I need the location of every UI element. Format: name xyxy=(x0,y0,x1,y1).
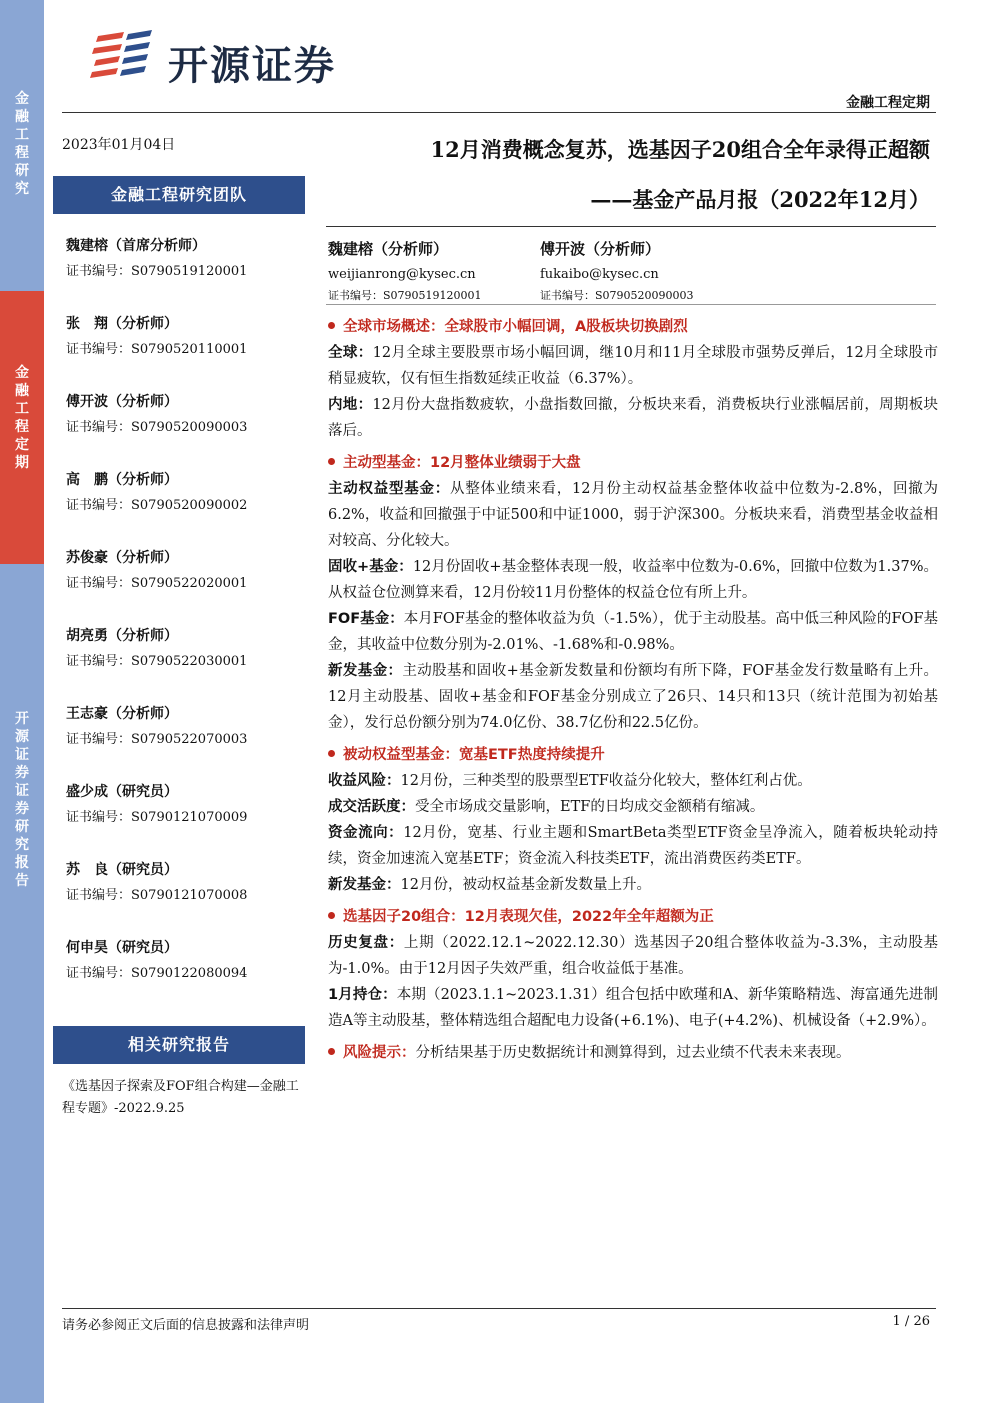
paragraph xyxy=(328,794,938,820)
risk-lead: 风险提示： xyxy=(343,1045,416,1061)
paragraph-text: 12月份，被动权益基金新发数量上升。 xyxy=(400,877,651,893)
team-member xyxy=(66,548,306,594)
team-member-name: 盛少成（研究员） xyxy=(66,784,178,800)
team-member xyxy=(66,860,306,906)
team-member-cert: 证书编号：S0790122080094 xyxy=(66,966,248,981)
paragraph-text: 本期（2023.1.1~2023.1.31）组合包括中欧瑾和A、新华策略精选、海富通先进制造A等主动股基，整体精选组合超配电力设备(+6.1%)、电子(+4.2%)、机械设备（+2.9%）。 xyxy=(328,987,938,1029)
paragraph-lead: 资金流向： xyxy=(328,825,404,841)
paragraph xyxy=(328,820,938,872)
paragraph-lead: FOF基金： xyxy=(328,611,404,627)
related-report-link[interactable]: 《选基因子探索及FOF组合构建—金融工程专题》-2022.9.25 xyxy=(62,1079,299,1116)
team-member-name: 张 翔（分析师） xyxy=(66,316,178,332)
paragraph-text: 主动股基和固收+基金新发数量和份额均有所下降，FOF基金发行数量略有上升。12月主动股基、固收+基金和FOF基金分别成立了26只、14只和13只（统计范围为初始基金），发行总份额分别为74.0亿份、38.7亿份和22.5亿份。 xyxy=(328,663,939,731)
team-member-cert: 证书编号：S0790520090002 xyxy=(66,498,248,513)
paragraph-text: 12月份，三种类型的股票型ETF收益分化较大，整体红利占优。 xyxy=(400,773,812,789)
paragraph xyxy=(328,606,938,658)
section-heading-text: 被动权益型基金：宽基ETF热度持续提升 xyxy=(343,747,605,763)
analyst-email[interactable]: weijianrong@kysec.cn xyxy=(328,267,476,282)
report-summary xyxy=(328,314,938,1066)
team-member-cert: 证书编号：S0790522020001 xyxy=(66,576,248,591)
analyst-name: 魏建榕（分析师） xyxy=(328,240,449,258)
paragraph-lead: 1月持仓： xyxy=(328,987,397,1003)
paragraph xyxy=(328,658,938,736)
team-member-name: 苏俊豪（分析师） xyxy=(66,550,178,566)
paragraph xyxy=(328,982,938,1034)
paragraph-lead: 新发基金： xyxy=(328,663,403,679)
team-member-name: 苏 良（研究员） xyxy=(66,862,178,878)
report-date: 2023年01月04日 xyxy=(62,137,176,153)
team-member-cert: 证书编号：S0790519120001 xyxy=(66,264,248,279)
report-title: 12月消费概念复苏，选基因子20组合全年录得正超额 xyxy=(430,137,930,162)
paragraph xyxy=(328,554,938,606)
section-heading-text: 全球市场概述：全球股市小幅回调，A股板块切换剧烈 xyxy=(343,319,688,335)
paragraph xyxy=(328,476,938,554)
team-member-name: 胡亮勇（分析师） xyxy=(66,628,178,644)
team-heading: 金融工程研究团队 xyxy=(53,176,305,214)
page-number: 1 / 26 xyxy=(892,1314,930,1329)
red-dot-bullet-icon xyxy=(328,750,335,757)
side-label-middle: 金融工程定期 xyxy=(15,365,29,471)
title-divider xyxy=(326,226,936,227)
footer-disclaimer: 请务必参阅正文后面的信息披露和法律声明 xyxy=(62,1318,310,1333)
related-reports-heading: 相关研究报告 xyxy=(53,1026,305,1064)
paragraph xyxy=(328,340,938,392)
red-dot-bullet-icon xyxy=(328,458,335,465)
section-heading-text: 选基因子20组合：12月表现欠佳，2022年全年超额为正 xyxy=(343,909,714,925)
risk-warning xyxy=(328,1040,938,1066)
section-heading xyxy=(328,450,938,476)
footer-divider xyxy=(62,1308,936,1309)
team-member-cert: 证书编号：S0790522030001 xyxy=(66,654,248,669)
team-member xyxy=(66,236,306,282)
analyst-card xyxy=(540,238,760,304)
section-heading xyxy=(328,904,938,930)
team-member xyxy=(66,626,306,672)
team-member xyxy=(66,470,306,516)
analyst-divider xyxy=(326,304,936,305)
paragraph-text: 上期（2022.12.1~2022.12.30）选基因子20组合整体收益为-3.3%，主动股基为-1.0%。由于12月因子失效严重，组合收益低于基准。 xyxy=(328,935,939,977)
team-member xyxy=(66,704,306,750)
team-member-cert: 证书编号：S0790522070003 xyxy=(66,732,248,747)
team-member-cert: 证书编号：S0790121070009 xyxy=(66,810,248,825)
team-member-name: 何申昊（研究员） xyxy=(66,940,178,956)
red-dot-bullet-icon xyxy=(328,322,335,329)
report-subtitle: ——基金产品月报（2022年12月） xyxy=(590,187,930,212)
paragraph xyxy=(328,872,938,898)
red-dot-bullet-icon xyxy=(328,1048,335,1055)
brand-logo xyxy=(88,28,388,88)
section-heading xyxy=(328,742,938,768)
team-member-name: 王志豪（分析师） xyxy=(66,706,178,722)
side-band xyxy=(0,0,44,1403)
risk-text: 分析结果基于历史数据统计和测算得到，过去业绩不代表未来表现。 xyxy=(415,1045,851,1061)
analyst-cert: 证书编号：S0790520090003 xyxy=(540,289,694,302)
team-member-name: 高 鹏（分析师） xyxy=(66,472,178,488)
team-member xyxy=(66,782,306,828)
section-heading-text: 主动型基金：12月整体业绩弱于大盘 xyxy=(343,455,581,471)
analyst-name: 傅开波（分析师） xyxy=(540,240,661,258)
side-label-top: 金融工程研究 xyxy=(15,91,29,197)
paragraph xyxy=(328,930,938,982)
team-member-cert: 证书编号：S0790520110001 xyxy=(66,342,248,357)
team-member-cert: 证书编号：S0790520090003 xyxy=(66,420,248,435)
side-label-bottom: 开源证券 证券研究报告 xyxy=(15,711,29,889)
paragraph-lead: 主动权益型基金： xyxy=(328,481,451,497)
paragraph-lead: 收益风险： xyxy=(328,773,401,789)
header-tag: 金融工程定期 xyxy=(846,95,930,111)
paragraph-text: 12月份固收+基金整体表现一般，收益率中位数为-0.6%，回撤中位数为1.37%。从权益仓位测算来看，12月份较11月份整体的权益仓位有所上升。 xyxy=(328,559,938,601)
section-heading xyxy=(328,314,938,340)
paragraph xyxy=(328,768,938,794)
red-dot-bullet-icon xyxy=(328,912,335,919)
paragraph-text: 受全市场成交量影响，ETF的日均成交金额稍有缩减。 xyxy=(415,799,765,815)
analyst-cert: 证书编号：S0790519120001 xyxy=(328,289,482,302)
analyst-email[interactable]: fukaibo@kysec.cn xyxy=(540,267,659,282)
paragraph-lead: 新发基金： xyxy=(328,877,401,893)
paragraph xyxy=(328,392,938,444)
brand-name: 开源证券 xyxy=(168,43,336,89)
team-member xyxy=(66,314,306,360)
team-member xyxy=(66,938,306,984)
paragraph-lead: 全球： xyxy=(328,345,373,361)
team-member xyxy=(66,392,306,438)
paragraph-lead: 内地： xyxy=(328,397,373,413)
analyst-card xyxy=(328,238,548,304)
team-member-name: 魏建榕（首席分析师） xyxy=(66,238,206,254)
paragraph-text: 12月份大盘指数疲软，小盘指数回撤，分板块来看，消费板块行业涨幅居前，周期板块落后。 xyxy=(328,397,939,439)
paragraph-text: 12月份，宽基、行业主题和SmartBeta类型ETF资金呈净流入，随着板块轮动持续，资金加速流入宽基ETF；资金流入科技类ETF，流出消费医药类ETF。 xyxy=(328,825,939,867)
team-member-name: 傅开波（分析师） xyxy=(66,394,178,410)
paragraph-text: 从整体业绩来看，12月份主动权益基金整体收益中位数为-2.8%，回撤为6.2%，收益和回撤强于中证500和中证1000，弱于沪深300。分板块来看，消费型基金收益相对较高、分化较大。 xyxy=(328,481,938,549)
paragraph-lead: 成交活跃度： xyxy=(328,799,415,815)
paragraph-text: 12月全球主要股票市场小幅回调，继10月和11月全球股市强势反弹后，12月全球股市稍显疲软，仅有恒生指数延续正收益（6.37%）。 xyxy=(328,345,938,387)
kaiyuan-logo-mark-icon xyxy=(88,28,154,86)
header-divider xyxy=(62,112,936,113)
paragraph-text: 本月FOF基金的整体收益为负（-1.5%），优于主动股基。高中低三种风险的FOF基金，其收益中位数分别为-2.01%、-1.68%和-0.98%。 xyxy=(328,611,938,653)
team-member-cert: 证书编号：S0790121070008 xyxy=(66,888,248,903)
paragraph-lead: 固收+基金： xyxy=(328,559,413,575)
paragraph-lead: 历史复盘： xyxy=(328,935,404,951)
